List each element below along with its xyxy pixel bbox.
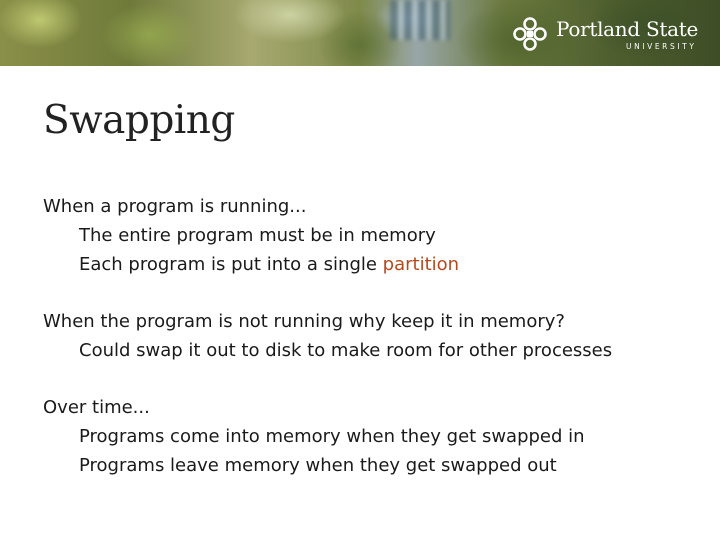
section-heading: Over time... — [43, 397, 150, 418]
slide-title: Swapping — [43, 98, 235, 143]
section-over-time — [43, 393, 713, 480]
section-not-running — [43, 307, 713, 365]
psu-logo-icon — [512, 16, 548, 52]
bullet-item: The entire program must be in memory — [79, 225, 436, 246]
section-running — [43, 192, 713, 279]
bullet-item: Could swap it out to disk to make room for other processes — [79, 340, 613, 361]
section-heading: When a program is running... — [43, 196, 307, 217]
bullet-text: Each program is put into a single — [79, 254, 383, 275]
bullet-item: Programs leave memory when they get swapped out — [79, 455, 557, 476]
logo-subtitle: UNIVERSITY — [626, 42, 697, 51]
logo-name: Portland State — [556, 17, 698, 41]
slide-body — [43, 192, 713, 508]
banner-photo-detail — [390, 0, 450, 40]
section-heading: When the program is not running why keep it in memory? — [43, 311, 565, 332]
university-logo — [512, 14, 712, 54]
bullet-item: Programs come into memory when they get swapped in — [79, 426, 585, 447]
bullet-item — [43, 250, 713, 279]
highlight-term: partition — [382, 254, 460, 275]
header-banner — [0, 0, 720, 66]
